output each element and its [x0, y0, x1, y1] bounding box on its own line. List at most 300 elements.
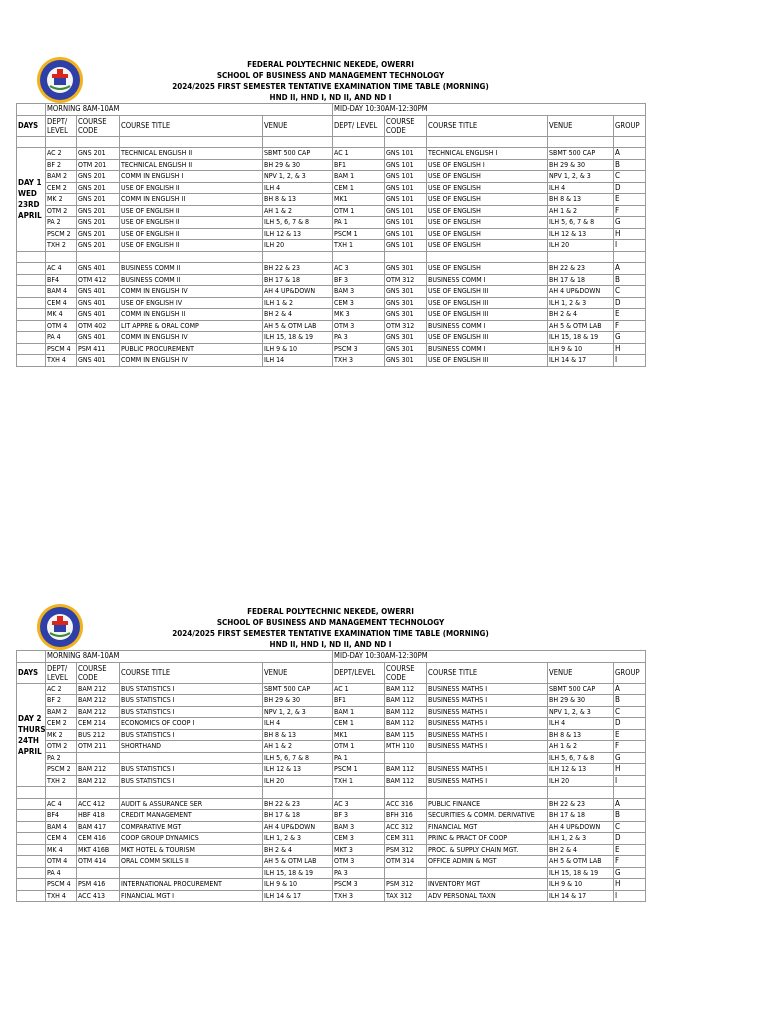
- group: H: [614, 764, 646, 776]
- course-code: PSM 312: [385, 844, 427, 856]
- course-title: USE OF ENGLISH II: [120, 182, 263, 194]
- course-title: INVENTORY MGT: [427, 879, 548, 891]
- course-title: USE OF ENGLISH III: [427, 355, 548, 367]
- course-code: PSM 416: [77, 879, 120, 891]
- empty-cell: [17, 844, 46, 856]
- venue: NPV 1, 2, & 3: [548, 171, 614, 183]
- course-title: COMM IN ENGLISH IV: [120, 355, 263, 367]
- course-title: TECHNICAL ENGLISH II: [120, 159, 263, 171]
- dept-level: PSCM 1: [333, 228, 385, 240]
- venue: ILH 15, 18 & 19: [263, 867, 333, 879]
- venue: [263, 251, 333, 263]
- venue: BH 29 & 30: [263, 695, 333, 707]
- course-code: BAM 112: [385, 775, 427, 787]
- course-code: GNS 301: [385, 355, 427, 367]
- course-code: BAM 112: [385, 706, 427, 718]
- course-title: TECHNICAL ENGLISH II: [120, 148, 263, 160]
- course-title: PRINC & PRACT OF COOP: [427, 833, 548, 845]
- course-code: GNS 201: [77, 171, 120, 183]
- dept-level: AC 2: [46, 683, 77, 695]
- col-venue: VENUE: [263, 662, 333, 683]
- venue: ILH 20: [548, 240, 614, 252]
- course-title: USE OF ENGLISH: [427, 263, 548, 275]
- dept-level: CEM 1: [333, 182, 385, 194]
- group: G: [614, 867, 646, 879]
- col-course-code: COURSE CODE: [77, 662, 120, 683]
- dept-level: OTM 2: [46, 205, 77, 217]
- course-title: BUSINESS COMM I: [427, 320, 548, 332]
- timetable-table: [16, 103, 646, 367]
- course-title: PUBLIC PROCUREMENT: [120, 343, 263, 355]
- table-row: [17, 706, 646, 718]
- venue: BH 17 & 18: [548, 274, 614, 286]
- course-code: [385, 251, 427, 263]
- empty-cell: [17, 343, 46, 355]
- dept-level: PSCM 2: [46, 764, 77, 776]
- course-code: BAM 212: [77, 764, 120, 776]
- table-row: [17, 297, 646, 309]
- group: D: [614, 833, 646, 845]
- table-row: [17, 695, 646, 707]
- course-title: USE OF ENGLISH: [427, 205, 548, 217]
- course-code: BFH 316: [385, 810, 427, 822]
- group: A: [614, 683, 646, 695]
- course-title: COMPARATIVE MGT: [120, 821, 263, 833]
- spacer-row: [17, 136, 646, 148]
- course-title: BUSINESS COMM I: [427, 274, 548, 286]
- course-title: USE OF ENGLISH II: [120, 217, 263, 229]
- course-code: HBF 418: [77, 810, 120, 822]
- empty-cell: [17, 355, 46, 367]
- dept-level: MK 2: [46, 729, 77, 741]
- table-row: [17, 332, 646, 344]
- col-group: GROUP: [614, 662, 646, 683]
- dept-level: BAM 2: [46, 171, 77, 183]
- group: A: [614, 263, 646, 275]
- course-title: FINANCIAL MGT I: [120, 890, 263, 902]
- col-dept-level: DEPT/ LEVEL: [46, 115, 77, 136]
- empty-cell: [17, 798, 46, 810]
- course-code: [385, 787, 427, 799]
- course-code: OTM 201: [77, 159, 120, 171]
- empty-cell: [120, 136, 263, 148]
- col-course-title: COURSE TITLE: [427, 115, 548, 136]
- group: E: [614, 309, 646, 321]
- table-row: [17, 879, 646, 891]
- col-venue: VENUE: [548, 662, 614, 683]
- course-code: GNS 101: [385, 217, 427, 229]
- group: H: [614, 879, 646, 891]
- course-code: GNS 201: [77, 182, 120, 194]
- dept-level: [46, 787, 77, 799]
- venue: BH 29 & 30: [263, 159, 333, 171]
- table-row: [17, 890, 646, 902]
- course-title: [120, 787, 263, 799]
- dept-level: OTM 1: [333, 741, 385, 753]
- group: [614, 251, 646, 263]
- course-code: BAM 212: [77, 706, 120, 718]
- course-title: INTERNATIONAL PROCUREMENT: [120, 879, 263, 891]
- school-name: SCHOOL OF BUSINESS AND MANAGEMENT TECHNOLOGY: [216, 618, 445, 627]
- group: [614, 787, 646, 799]
- empty-cell: [17, 810, 46, 822]
- group: B: [614, 810, 646, 822]
- course-title: USE OF ENGLISH III: [427, 286, 548, 298]
- course-code: GNS 201: [77, 240, 120, 252]
- group: G: [614, 752, 646, 764]
- venue: BH 2 & 4: [263, 844, 333, 856]
- course-title: BUS STATISTICS I: [120, 775, 263, 787]
- course-title: COMM IN ENGLISH IV: [120, 286, 263, 298]
- empty-cell: [17, 309, 46, 321]
- course-code: BAM 112: [385, 764, 427, 776]
- col-venue: VENUE: [263, 115, 333, 136]
- venue: AH 1 & 2: [548, 741, 614, 753]
- group: C: [614, 286, 646, 298]
- timetable-header: [16, 56, 645, 103]
- col-dept-level: DEPT/ LEVEL: [46, 662, 77, 683]
- venue: ILH 4: [263, 182, 333, 194]
- dept-level: MK 4: [46, 844, 77, 856]
- course-title: BUSINESS COMM II: [120, 263, 263, 275]
- day-label-line: WED: [18, 189, 37, 199]
- day-label-line: DAY 2: [18, 713, 42, 723]
- dept-level: CEM 2: [46, 182, 77, 194]
- course-title: BUSINESS MATHS I: [427, 695, 548, 707]
- course-code: BUS 212: [77, 729, 120, 741]
- course-title: USE OF ENGLISH III: [427, 332, 548, 344]
- venue: AH 5 & OTM LAB: [548, 856, 614, 868]
- venue: [263, 787, 333, 799]
- course-code: OTM 414: [77, 856, 120, 868]
- col-course-code: COURSE CODE: [77, 115, 120, 136]
- venue: ILH 20: [263, 775, 333, 787]
- group: H: [614, 228, 646, 240]
- dept-level: PA 3: [333, 867, 385, 879]
- venue: NPV 1, 2, & 3: [263, 706, 333, 718]
- course-code: GNS 301: [385, 286, 427, 298]
- venue: ILH 5, 6, 7 & 8: [263, 217, 333, 229]
- dept-level: AC 3: [333, 798, 385, 810]
- table-row: [17, 844, 646, 856]
- table-row: [17, 810, 646, 822]
- venue: BH 17 & 18: [263, 810, 333, 822]
- empty-cell: [17, 821, 46, 833]
- dept-level: TXH 3: [333, 355, 385, 367]
- course-code: CEM 416: [77, 833, 120, 845]
- dept-level: OTM 1: [333, 205, 385, 217]
- dept-level: TXH 4: [46, 355, 77, 367]
- course-title: COOP GROUP DYNAMICS: [120, 833, 263, 845]
- course-title: USE OF ENGLISH: [427, 240, 548, 252]
- venue: BH 29 & 30: [548, 695, 614, 707]
- timetable-table: [16, 650, 646, 902]
- course-title: BUSINESS MATHS I: [427, 706, 548, 718]
- venue: ILH 14 & 17: [548, 355, 614, 367]
- group: E: [614, 194, 646, 206]
- day-label-line: APRIL: [18, 746, 42, 756]
- course-title: FINANCIAL MGT: [427, 821, 548, 833]
- course-code: GNS 301: [385, 263, 427, 275]
- table-row: [17, 171, 646, 183]
- course-title: [427, 787, 548, 799]
- session-midday-label: MID-DAY 10:30AM-12:30PM: [333, 104, 646, 116]
- timetable-header: [16, 603, 645, 650]
- course-title: COMM IN ENGLISH II: [120, 309, 263, 321]
- dept-level: PA 2: [46, 752, 77, 764]
- dept-level: OTM 3: [333, 856, 385, 868]
- table-row: [17, 159, 646, 171]
- timetable-day-1: [16, 56, 645, 367]
- table-row: [17, 182, 646, 194]
- dept-level: MK 3: [333, 309, 385, 321]
- course-code: GNS 101: [385, 171, 427, 183]
- dept-level: TXH 2: [46, 775, 77, 787]
- venue: NPV 1, 2, & 3: [263, 171, 333, 183]
- empty-cell: [17, 856, 46, 868]
- empty-cell: [385, 136, 427, 148]
- dept-level: TXH 2: [46, 240, 77, 252]
- day-cell: [17, 148, 46, 252]
- course-code: [77, 867, 120, 879]
- venue: ILH 1 & 2: [263, 297, 333, 309]
- session-morning-label: MORNING 8AM-10AM: [46, 104, 333, 116]
- group: E: [614, 729, 646, 741]
- course-code: ACC 316: [385, 798, 427, 810]
- course-code: BAM 112: [385, 683, 427, 695]
- session-morning-label: MORNING 8AM-10AM: [46, 651, 333, 663]
- col-days: DAYS: [17, 115, 46, 136]
- header-text: [16, 606, 645, 650]
- course-title: OFFICE ADMIN & MGT: [427, 856, 548, 868]
- empty-cell: [17, 274, 46, 286]
- venue: AH 4 UP&DOWN: [548, 821, 614, 833]
- course-code: MKT 416B: [77, 844, 120, 856]
- course-code: MTH 110: [385, 741, 427, 753]
- day-label-line: 23RD: [18, 200, 40, 210]
- dept-level: CEM 3: [333, 297, 385, 309]
- empty-cell: [427, 136, 548, 148]
- column-header-row: [17, 115, 646, 136]
- dept-level: BAM 1: [333, 706, 385, 718]
- table-row: [17, 309, 646, 321]
- course-title: BUS STATISTICS I: [120, 764, 263, 776]
- table-row: [17, 856, 646, 868]
- col-dept-level: DEPT/ LEVEL: [333, 115, 385, 136]
- venue: ILH 1, 2 & 3: [548, 297, 614, 309]
- course-title: BUS STATISTICS I: [120, 729, 263, 741]
- dept-level: PA 1: [333, 217, 385, 229]
- venue: ILH 9 & 10: [263, 879, 333, 891]
- course-code: GNS 201: [77, 148, 120, 160]
- empty-cell: [17, 104, 46, 116]
- course-title: [120, 251, 263, 263]
- dept-level: BF 2: [46, 159, 77, 171]
- dept-level: CEM 4: [46, 833, 77, 845]
- table-row: [17, 764, 646, 776]
- dept-level: OTM 2: [46, 741, 77, 753]
- group: I: [614, 775, 646, 787]
- course-title: CREDIT MANAGEMENT: [120, 810, 263, 822]
- venue: ILH 12 & 13: [263, 764, 333, 776]
- venue: ILH 1, 2 & 3: [263, 833, 333, 845]
- col-dept-level: DEPT/LEVEL: [333, 662, 385, 683]
- dept-level: BF 3: [333, 810, 385, 822]
- dept-level: PSCM 4: [46, 343, 77, 355]
- course-code: GNS 401: [77, 355, 120, 367]
- course-code: GNS 401: [77, 332, 120, 344]
- course-code: GNS 101: [385, 240, 427, 252]
- empty-cell: [548, 136, 614, 148]
- course-code: OTM 211: [77, 741, 120, 753]
- venue: AH 5 & OTM LAB: [263, 320, 333, 332]
- empty-cell: [17, 136, 46, 148]
- empty-cell: [333, 136, 385, 148]
- table-row: [17, 752, 646, 764]
- course-code: BAM 212: [77, 775, 120, 787]
- group: D: [614, 182, 646, 194]
- group: F: [614, 856, 646, 868]
- venue: ILH 14 & 17: [263, 890, 333, 902]
- course-title: BUSINESS MATHS I: [427, 775, 548, 787]
- course-code: GNS 301: [385, 332, 427, 344]
- col-course-title: COURSE TITLE: [120, 115, 263, 136]
- venue: BH 22 & 23: [263, 263, 333, 275]
- course-code: BAM 417: [77, 821, 120, 833]
- venue: AH 4 UP&DOWN: [263, 286, 333, 298]
- empty-cell: [17, 651, 46, 663]
- course-title: [427, 752, 548, 764]
- dept-level: MKT 3: [333, 844, 385, 856]
- dept-level: BAM 4: [46, 286, 77, 298]
- course-title: [120, 867, 263, 879]
- group: A: [614, 798, 646, 810]
- course-title: USE OF ENGLISH: [427, 194, 548, 206]
- course-title: USE OF ENGLISH II: [120, 205, 263, 217]
- dept-level: TXH 1: [333, 240, 385, 252]
- group: I: [614, 355, 646, 367]
- course-title: SHORTHAND: [120, 741, 263, 753]
- dept-level: MK1: [333, 194, 385, 206]
- course-title: ADV PERSONAL TAXN: [427, 890, 548, 902]
- venue: ILH 1, 2 & 3: [548, 833, 614, 845]
- venue: NPV 1, 2, & 3: [548, 706, 614, 718]
- col-group: GROUP: [614, 115, 646, 136]
- dept-level: PA 2: [46, 217, 77, 229]
- group: G: [614, 217, 646, 229]
- course-title: BUS STATISTICS I: [120, 695, 263, 707]
- table-row: [17, 205, 646, 217]
- dept-level: BAM 3: [333, 821, 385, 833]
- course-code: OTM 312: [385, 320, 427, 332]
- col-days: DAYS: [17, 662, 46, 683]
- empty-cell: [46, 136, 77, 148]
- course-code: ACC 312: [385, 821, 427, 833]
- institution-name: FEDERAL POLYTECHNIC NEKEDE, OWERRI: [247, 60, 414, 69]
- course-title: USE OF ENGLISH: [427, 171, 548, 183]
- course-title: SECURITIES & COMM. DERIVATIVE: [427, 810, 548, 822]
- session-midday-label: MID-DAY 10:30AM-12:30PM: [333, 651, 646, 663]
- table-row: [17, 741, 646, 753]
- course-code: OTM 312: [385, 274, 427, 286]
- venue: AH 5 & OTM LAB: [263, 856, 333, 868]
- school-name: SCHOOL OF BUSINESS AND MANAGEMENT TECHNOLOGY: [216, 71, 445, 80]
- empty-cell: [17, 787, 46, 799]
- venue: AH 5 & OTM LAB: [548, 320, 614, 332]
- venue: BH 2 & 4: [263, 309, 333, 321]
- group: F: [614, 320, 646, 332]
- course-code: CEM 214: [77, 718, 120, 730]
- course-code: ACC 412: [77, 798, 120, 810]
- col-course-code: COURSE CODE: [385, 115, 427, 136]
- group: D: [614, 297, 646, 309]
- venue: BH 22 & 23: [548, 798, 614, 810]
- venue: ILH 9 & 10: [548, 879, 614, 891]
- course-code: BAM 112: [385, 695, 427, 707]
- course-code: TAX 312: [385, 890, 427, 902]
- course-title: COMM IN ENGLISH II: [120, 194, 263, 206]
- group: E: [614, 844, 646, 856]
- course-code: GNS 301: [385, 343, 427, 355]
- course-title: USE OF ENGLISH II: [120, 240, 263, 252]
- course-title: BUSINESS MATHS I: [427, 741, 548, 753]
- table-row: [17, 355, 646, 367]
- venue: AH 4 UP&DOWN: [263, 821, 333, 833]
- group: C: [614, 706, 646, 718]
- venue: ILH 9 & 10: [548, 343, 614, 355]
- venue: ILH 9 & 10: [263, 343, 333, 355]
- day-label-line: 24TH: [18, 735, 39, 745]
- table-row: [17, 320, 646, 332]
- course-title: USE OF ENGLISH II: [120, 228, 263, 240]
- course-code: BAM 112: [385, 718, 427, 730]
- course-title: BUS STATISTICS I: [120, 683, 263, 695]
- dept-level: OTM 4: [46, 856, 77, 868]
- venue: BH 17 & 18: [548, 810, 614, 822]
- course-title: [427, 867, 548, 879]
- venue: ILH 20: [263, 240, 333, 252]
- group: I: [614, 890, 646, 902]
- course-code: [77, 787, 120, 799]
- course-title: USE OF ENGLISH IV: [120, 297, 263, 309]
- dept-level: MK1: [333, 729, 385, 741]
- dept-level: AC 1: [333, 148, 385, 160]
- empty-cell: [17, 833, 46, 845]
- empty-cell: [263, 136, 333, 148]
- empty-cell: [17, 297, 46, 309]
- dept-level: BF1: [333, 695, 385, 707]
- col-course-title: COURSE TITLE: [427, 662, 548, 683]
- course-code: GNS 401: [77, 309, 120, 321]
- timetable-day-2: [16, 603, 645, 902]
- course-code: PSM 411: [77, 343, 120, 355]
- dept-level: AC 1: [333, 683, 385, 695]
- venue: BH 22 & 23: [263, 798, 333, 810]
- venue: ILH 4: [263, 718, 333, 730]
- col-venue: VENUE: [548, 115, 614, 136]
- venue: BH 29 & 30: [548, 159, 614, 171]
- empty-cell: [17, 879, 46, 891]
- dept-level: PSCM 3: [333, 343, 385, 355]
- dept-level: PSCM 2: [46, 228, 77, 240]
- venue: ILH 14: [263, 355, 333, 367]
- course-code: GNS 301: [385, 309, 427, 321]
- venue: BH 8 & 13: [263, 194, 333, 206]
- course-code: OTM 402: [77, 320, 120, 332]
- venue: ILH 15, 18 & 19: [548, 867, 614, 879]
- table-row: [17, 228, 646, 240]
- venue: SBMT 500 CAP: [548, 683, 614, 695]
